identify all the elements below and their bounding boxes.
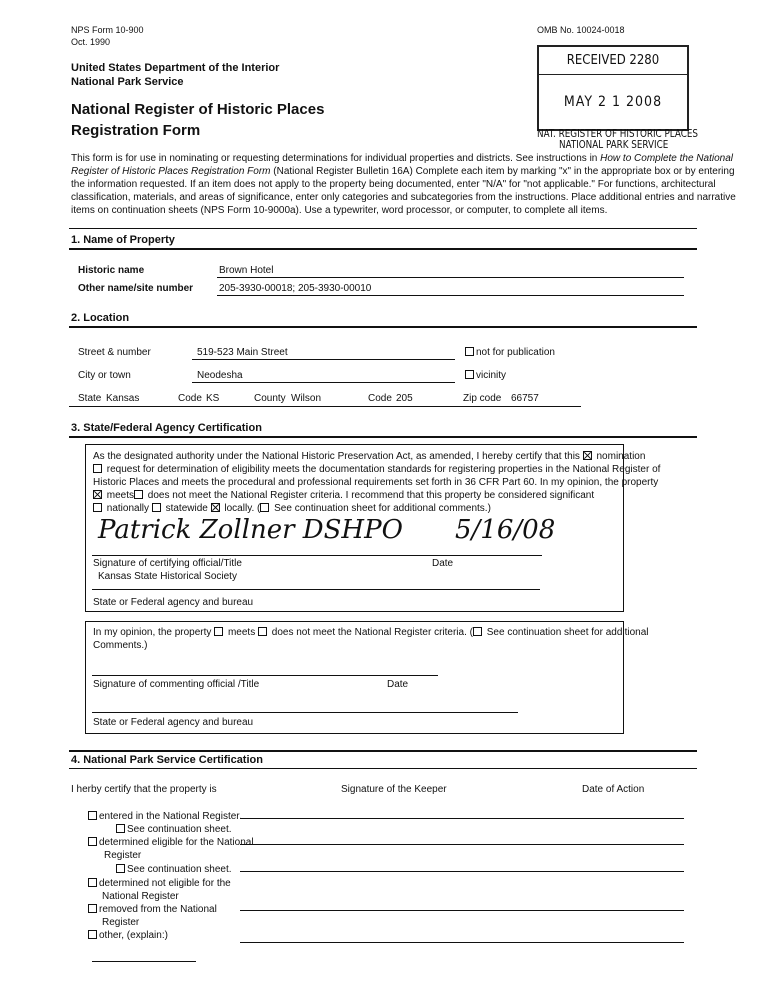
continuation-checkbox[interactable] bbox=[260, 503, 269, 512]
explain-line bbox=[92, 961, 196, 962]
keeper-label: Signature of the Keeper bbox=[341, 784, 447, 795]
nomination-checkbox[interactable] bbox=[583, 451, 592, 460]
code2-label: Code bbox=[368, 393, 392, 404]
not-for-publication[interactable]: not for publication bbox=[465, 347, 555, 358]
bureau-label: State or Federal agency and bureau bbox=[93, 597, 254, 608]
signature-line bbox=[92, 555, 542, 556]
field-underline bbox=[69, 406, 581, 407]
intro-line-4: classification, materials, and areas of significance, enter only categories and subcategories from the instructions. Place additional entries and narrative bbox=[71, 192, 736, 203]
county-value[interactable]: Wilson bbox=[291, 393, 322, 404]
comment-line-1: In my opinion, the property meets does not meet the National Register criteria. ( See continuation sheet for additional bbox=[93, 627, 649, 638]
certifying-date: 5/16/08 bbox=[455, 515, 556, 545]
comment-meets-checkbox[interactable] bbox=[214, 627, 223, 636]
stamp-date: MAY 2 1 2008 bbox=[563, 94, 663, 110]
entered-option[interactable]: entered in the National Register. bbox=[88, 811, 242, 822]
date-label: Date bbox=[432, 558, 454, 569]
section-rule bbox=[69, 436, 697, 438]
not-eligible-checkbox[interactable] bbox=[88, 878, 97, 887]
state-value[interactable]: Kansas bbox=[106, 393, 140, 404]
stamp-line2: NATIONAL PARK SERVICE bbox=[559, 139, 669, 151]
does-not-meet-checkbox[interactable] bbox=[134, 490, 143, 499]
cert-line-2: request for determination of eligibility meets the documentation standards for registering properties in the National Register of bbox=[93, 464, 660, 475]
intro-line-5: items on continuation sheets (NPS Form 10-9000a). Use a typewriter, word processor, or computer, to complete all items. bbox=[71, 205, 608, 216]
locally-checkbox[interactable] bbox=[211, 503, 220, 512]
stamp-divider bbox=[539, 74, 687, 75]
section-rule bbox=[69, 228, 697, 229]
section-rule bbox=[69, 326, 697, 328]
code-label: Code bbox=[178, 393, 202, 404]
street-label: Street & number bbox=[78, 347, 151, 358]
certifying-signature: Patrick Zollner DSHPO bbox=[98, 515, 403, 545]
city-label: City or town bbox=[78, 370, 131, 381]
continuation-line bbox=[240, 871, 684, 872]
stamp-received: RECEIVED 2280 bbox=[566, 53, 660, 68]
other-line bbox=[240, 942, 684, 943]
service-name: National Park Service bbox=[71, 76, 184, 88]
intro-line-2: Register of Historic Places Registration Form (National Register Bulletin 16A) Complete each item by marking "x" in the appropriate box or by entering bbox=[71, 166, 735, 177]
field-underline bbox=[217, 277, 684, 278]
see-continuation-2-checkbox[interactable] bbox=[116, 864, 125, 873]
state-label: State bbox=[78, 393, 102, 404]
other-name-label: Other name/site number bbox=[78, 283, 194, 294]
omb-number: OMB No. 10024-0018 bbox=[537, 25, 625, 35]
agency-value: Kansas State Historical Society bbox=[98, 571, 237, 582]
comment-does-not-meet-checkbox[interactable] bbox=[258, 627, 267, 636]
nationally-checkbox[interactable] bbox=[93, 503, 102, 512]
form-subtitle: Registration Form bbox=[71, 122, 201, 139]
comment-line-2: Comments.) bbox=[93, 640, 148, 651]
bureau-line bbox=[92, 589, 540, 590]
action-date-label: Date of Action bbox=[582, 784, 645, 795]
cert-line-3: Historic Places and meets the procedural and professional requirements set forth in 36 CFR Part 60. In my opinion, the property bbox=[93, 477, 659, 488]
see-continuation-2[interactable]: See continuation sheet. bbox=[116, 864, 232, 875]
historic-name-label: Historic name bbox=[78, 265, 145, 276]
zip-label: Zip code bbox=[463, 393, 502, 404]
intro-line-1: This form is for use in nominating or requesting determinations for individual properties and districts. See instructions in How to Complete the National bbox=[71, 153, 733, 164]
cert-line-1: As the designated authority under the National Historic Preservation Act, as amended, I hereby certify that this nomination bbox=[93, 451, 646, 462]
see-continuation-1[interactable]: See continuation sheet. bbox=[116, 824, 232, 835]
field-underline bbox=[192, 359, 455, 360]
eligible-option-line2: Register bbox=[104, 850, 142, 861]
eligible-option[interactable]: determined eligible for the National bbox=[88, 837, 254, 848]
other-name-value[interactable]: 205-3930-00018; 205-3930-00010 bbox=[219, 283, 372, 294]
comment-bureau-label: State or Federal agency and bureau bbox=[93, 717, 254, 728]
signature-label: Signature of certifying official/Title bbox=[93, 558, 242, 569]
street-value[interactable]: 519-523 Main Street bbox=[197, 347, 288, 358]
city-value[interactable]: Neodesha bbox=[197, 370, 243, 381]
not-for-publication-checkbox[interactable] bbox=[465, 347, 474, 356]
section-rule bbox=[69, 248, 697, 250]
field-underline bbox=[217, 295, 684, 296]
section1-heading: 1. Name of Property bbox=[71, 234, 175, 246]
comment-bureau-line bbox=[92, 712, 518, 713]
cert-line-4: meets does not meet the National Register criteria. I recommend that this property be considered significant bbox=[93, 490, 594, 501]
other-checkbox[interactable] bbox=[88, 930, 97, 939]
other-option[interactable]: other, (explain:) bbox=[88, 930, 168, 941]
not-eligible-option[interactable]: determined not eligible for the bbox=[88, 878, 231, 889]
removed-option-line2: Register bbox=[102, 917, 140, 928]
section2-heading: 2. Location bbox=[71, 312, 130, 324]
historic-name-value[interactable]: Brown Hotel bbox=[219, 265, 274, 276]
field-underline bbox=[192, 382, 455, 383]
removed-checkbox[interactable] bbox=[88, 904, 97, 913]
vicinity-checkbox[interactable] bbox=[465, 370, 474, 379]
comment-continuation-checkbox[interactable] bbox=[473, 627, 482, 636]
meets-checkbox[interactable] bbox=[93, 490, 102, 499]
section3-heading: 3. State/Federal Agency Certification bbox=[71, 422, 262, 434]
comment-date-label: Date bbox=[387, 679, 409, 690]
code-value[interactable]: KS bbox=[206, 393, 220, 404]
section-rule bbox=[69, 768, 697, 769]
form-title: National Register of Historic Places bbox=[71, 101, 325, 118]
form-number: NPS Form 10-900 bbox=[71, 25, 144, 35]
comment-signature-label: Signature of commenting official /Title bbox=[93, 679, 260, 690]
county-label: County bbox=[254, 393, 286, 404]
zip-value[interactable]: 66757 bbox=[511, 393, 539, 404]
received-stamp bbox=[537, 45, 689, 131]
form-date: Oct. 1990 bbox=[71, 37, 111, 47]
eligible-checkbox[interactable] bbox=[88, 837, 97, 846]
certify-label: I herby certify that the property is bbox=[71, 784, 217, 795]
entered-line bbox=[240, 818, 684, 819]
cert-line-5: nationally statewide locally. ( See continuation sheet for additional comments.) bbox=[93, 503, 491, 514]
not-eligible-option-line2: National Register bbox=[102, 891, 179, 902]
section-rule bbox=[69, 750, 697, 752]
comment-signature-line bbox=[92, 675, 438, 676]
eligible-line bbox=[240, 844, 684, 845]
entered-checkbox[interactable] bbox=[88, 811, 97, 820]
determination-checkbox[interactable] bbox=[93, 464, 102, 473]
code2-value[interactable]: 205 bbox=[396, 393, 413, 404]
removed-line bbox=[240, 910, 684, 911]
statewide-checkbox[interactable] bbox=[152, 503, 161, 512]
intro-line-3: the information requested. If an item does not apply to the property being documented, enter "N/A" for "not applicable." For functions, architectural bbox=[71, 179, 716, 190]
see-continuation-1-checkbox[interactable] bbox=[116, 824, 125, 833]
section4-heading: 4. National Park Service Certification bbox=[71, 754, 263, 766]
vicinity[interactable]: vicinity bbox=[465, 370, 506, 381]
department-name: United States Department of the Interior bbox=[71, 62, 280, 74]
removed-option[interactable]: removed from the National bbox=[88, 904, 217, 915]
stamp-line1: NAT. REGISTER OF HISTORIC PLACES bbox=[537, 128, 698, 140]
